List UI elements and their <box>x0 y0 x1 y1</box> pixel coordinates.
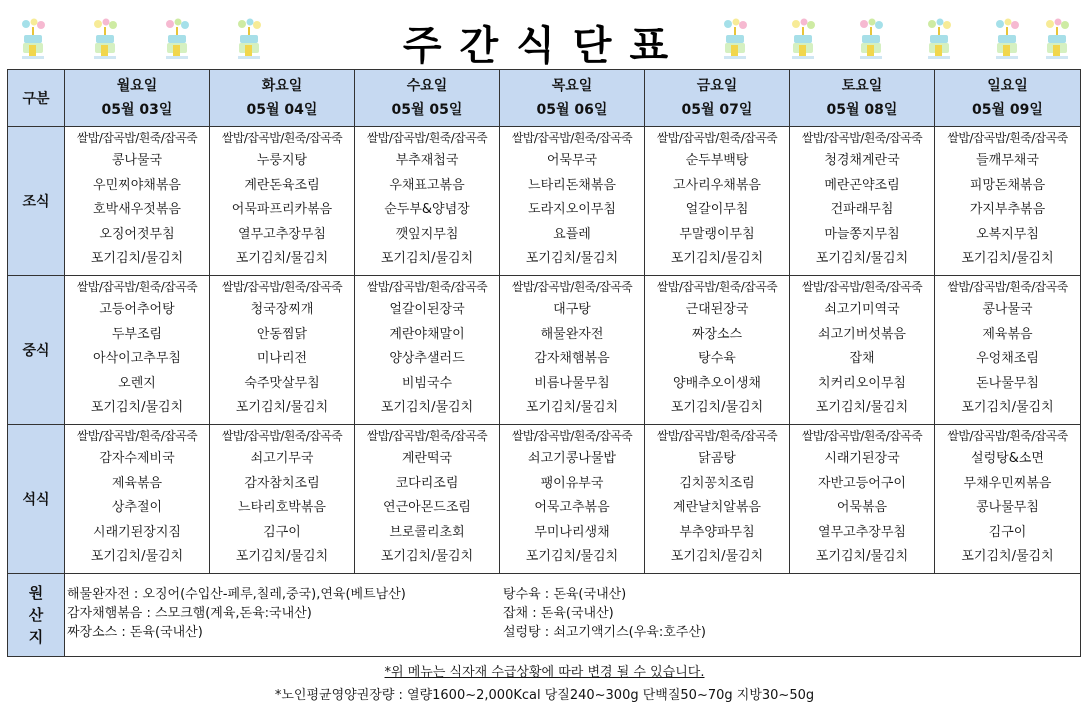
menu-item: 시래기된장국 <box>824 451 900 466</box>
menu-item: 포기김치/물김치 <box>380 549 474 564</box>
menu-cell <box>210 276 355 425</box>
nutrition-text: *노인평균영양권장량 : 열량1600~2,000Kcal 당질240~300g 단백질50~70g 지방30~50g <box>274 688 815 703</box>
menu-item: 상추절이 <box>111 500 163 515</box>
menu-item: 쌀밥/잡곡밥/흰죽/잡곡죽 <box>947 429 1068 443</box>
menu-cell <box>65 276 210 425</box>
menu-item: 쇠고기콩나물밥 <box>528 451 616 466</box>
menu-cell <box>935 127 1081 276</box>
menu-cell <box>645 425 790 574</box>
menu-item: 감자참치조림 <box>244 475 320 491</box>
menu-item: 쇠고기무국 <box>250 451 314 466</box>
menu-cell <box>935 425 1081 574</box>
origin-label: 원 산 지 <box>8 574 65 657</box>
menu-cell <box>210 127 355 276</box>
menu-item: 오복지무침 <box>976 226 1039 242</box>
menu-item: 포기김치/물김치 <box>670 549 764 564</box>
page-header <box>0 0 1089 68</box>
menu-item: 닭곰탕 <box>698 451 736 466</box>
day-date: 05월 05일 <box>391 102 463 118</box>
menu-item: 포기김치/물김치 <box>815 251 909 266</box>
menu-item: 치커리오이무침 <box>818 375 906 391</box>
menu-item: 포기김치/물김치 <box>90 549 184 564</box>
meal-label: 중식 <box>8 276 65 425</box>
notice-text: *위 메뉴는 식자재 수급상황에 따라 변경 될 수 있습니다. <box>384 665 705 680</box>
menu-item: 가지부추볶음 <box>969 202 1046 217</box>
menu-item: 어묵볶음 <box>836 500 888 515</box>
menu-cell <box>500 127 645 276</box>
menu-cell <box>355 276 500 425</box>
meal-row <box>8 127 1081 276</box>
day-date: 05월 07일 <box>681 102 753 118</box>
menu-item: 쇠고기미역국 <box>824 302 900 317</box>
menu-item: 깻잎지무침 <box>395 226 459 242</box>
menu-cell <box>790 127 935 276</box>
menu-item: 쌀밥/잡곡밥/흰죽/잡곡죽 <box>511 429 633 443</box>
menu-item: 쌀밥/잡곡밥/흰죽/잡곡죽 <box>221 280 343 294</box>
menu-item: 부추양파무침 <box>679 524 755 540</box>
menu-item: 포기김치/물김치 <box>380 400 474 415</box>
day-name: 금요일 <box>696 78 738 94</box>
menu-item: 무채우민찌볶음 <box>963 475 1052 491</box>
day-header <box>65 70 210 127</box>
menu-item: 쌀밥/잡곡밥/흰죽/잡곡죽 <box>76 280 198 294</box>
menu-item: 해물완자전 <box>540 326 604 342</box>
origin-list-right <box>503 585 706 642</box>
menu-item: 우채표고볶음 <box>389 177 465 193</box>
menu-item: 포기김치/물김치 <box>380 251 474 266</box>
menu-item: 쌀밥/잡곡밥/흰죽/잡곡죽 <box>656 131 778 145</box>
menu-item: 자반고등어구이 <box>818 475 906 491</box>
menu-item: 무미나리생채 <box>534 524 610 540</box>
menu-item: 감자채햄볶음 <box>534 351 610 366</box>
menu-item: 우엉채조림 <box>976 351 1039 366</box>
menu-item: 쌀밥/잡곡밥/흰죽/잡곡죽 <box>221 131 343 145</box>
menu-item: 포기김치/물김치 <box>525 251 619 266</box>
menu-item: 양상추샐러드 <box>389 351 465 366</box>
day-header <box>935 70 1081 127</box>
menu-item: 쌀밥/잡곡밥/흰죽/잡곡죽 <box>947 131 1068 145</box>
menu-item: 청경채계란국 <box>824 153 900 168</box>
menu-cell <box>935 276 1081 425</box>
menu-item: 오징어젓무침 <box>99 226 175 242</box>
menu-cell <box>645 127 790 276</box>
menu-item: 포기김치/물김치 <box>90 251 184 266</box>
menu-item: 고등어추어탕 <box>99 302 175 317</box>
menu-item: 돈나물무침 <box>976 375 1039 391</box>
menu-item: 시래기된장지짐 <box>93 524 181 540</box>
page-title: 주간식단표 <box>402 23 687 69</box>
menu-item: 제육볶음 <box>111 475 163 491</box>
menu-item: 피망돈채볶음 <box>969 177 1046 193</box>
menu-item: 쇠고기버섯볶음 <box>818 326 906 342</box>
menu-cell <box>790 276 935 425</box>
menu-item: 팽이유부국 <box>540 475 604 491</box>
menu-item: 고사리우채볶음 <box>673 177 761 193</box>
menu-item: 도라지오이무침 <box>528 202 616 217</box>
origin-line: 설렁탕 : 쇠고기액기스(우육:호주산) <box>503 625 706 640</box>
menu-item: 포기김치/물김치 <box>961 251 1054 266</box>
meal-row <box>8 276 1081 425</box>
menu-item: 포기김치/물김치 <box>525 549 619 564</box>
day-date: 05월 06일 <box>536 102 608 118</box>
menu-item: 쌀밥/잡곡밥/흰죽/잡곡죽 <box>511 280 633 294</box>
menu-cell <box>500 276 645 425</box>
menu-cell <box>355 127 500 276</box>
menu-item: 짜장소스 <box>691 326 743 342</box>
menu-cell <box>645 276 790 425</box>
menu-item: 쌀밥/잡곡밥/흰죽/잡곡죽 <box>366 280 488 294</box>
menu-item: 포기김치/물김치 <box>815 549 909 564</box>
day-header <box>790 70 935 127</box>
menu-item: 건파래무침 <box>830 202 894 217</box>
menu-item: 얼갈이무침 <box>685 202 749 217</box>
menu-item: 콩나물무침 <box>976 500 1039 515</box>
menu-item: 대구탕 <box>553 302 591 317</box>
menu-item: 연근아몬드조림 <box>383 500 471 515</box>
menu-item: 어묵무국 <box>546 153 598 168</box>
menu-item: 김구이 <box>263 524 301 540</box>
day-name: 수요일 <box>406 78 448 94</box>
menu-item: 포기김치/물김치 <box>961 400 1054 415</box>
origin-line: 짜장소스 : 돈육(국내산) <box>67 625 203 640</box>
day-date: 05월 09일 <box>972 102 1043 118</box>
menu-item: 제육볶음 <box>982 326 1033 342</box>
menu-item: 포기김치/물김치 <box>235 251 329 266</box>
menu-item: 쌀밥/잡곡밥/흰죽/잡곡죽 <box>366 131 488 145</box>
menu-item: 포기김치/물김치 <box>525 400 619 415</box>
menu-item: 포기김치/물김치 <box>670 400 764 415</box>
day-name: 토요일 <box>841 78 883 94</box>
menu-cell <box>210 425 355 574</box>
menu-item: 쌀밥/잡곡밥/흰죽/잡곡죽 <box>76 429 198 443</box>
menu-item: 포기김치/물김치 <box>815 400 909 415</box>
meal-row <box>8 425 1081 574</box>
menu-item: 김치꽁치조림 <box>679 475 755 491</box>
origin-line: 잡채 : 돈육(국내산) <box>503 606 614 621</box>
menu-item: 계란떡국 <box>401 451 453 466</box>
menu-item: 쌀밥/잡곡밥/흰죽/잡곡죽 <box>76 131 198 145</box>
menu-item: 메란곤약조림 <box>824 177 900 193</box>
menu-item: 쌀밥/잡곡밥/흰죽/잡곡죽 <box>947 280 1068 294</box>
menu-item: 오렌지 <box>118 375 156 391</box>
menu-item: 느타리돈채볶음 <box>528 177 616 193</box>
menu-item: 부추재첩국 <box>395 153 459 168</box>
menu-item: 열무고추장무침 <box>238 226 326 242</box>
menu-item: 코다리조림 <box>395 475 459 491</box>
origin-line: 감자채햄볶음 : 스모크햄(계육,돈육:국내산) <box>67 606 312 621</box>
menu-item: 호박새우젓볶음 <box>93 202 181 217</box>
day-name: 목요일 <box>551 78 593 94</box>
menu-item: 쌀밥/잡곡밥/흰죽/잡곡죽 <box>801 280 923 294</box>
menu-item: 쌀밥/잡곡밥/흰죽/잡곡죽 <box>656 280 778 294</box>
menu-item: 비름나물무침 <box>534 375 610 391</box>
menu-item: 콩나물국 <box>111 153 163 168</box>
menu-item: 탕수육 <box>698 351 736 366</box>
menu-item: 설렁탕&소면 <box>971 451 1044 466</box>
menu-item: 순두부백탕 <box>685 153 749 168</box>
menu-cell <box>355 425 500 574</box>
day-date: 05월 04일 <box>246 102 318 118</box>
menu-item: 쌀밥/잡곡밥/흰죽/잡곡죽 <box>366 429 488 443</box>
menu-item: 포기김치/물김치 <box>961 549 1054 564</box>
menu-item: 미나리전 <box>256 351 308 366</box>
menu-item: 쌀밥/잡곡밥/흰죽/잡곡죽 <box>656 429 778 443</box>
menu-item: 우민찌야채볶음 <box>93 177 181 193</box>
menu-cell <box>790 425 935 574</box>
menu-item: 쌀밥/잡곡밥/흰죽/잡곡죽 <box>511 131 633 145</box>
menu-item: 계란날치알볶음 <box>673 500 761 515</box>
origin-line: 탕수육 : 돈육(국내산) <box>503 587 627 602</box>
menu-item: 어묵고추볶음 <box>534 500 610 515</box>
menu-item: 청국장찌개 <box>250 302 314 317</box>
day-header <box>500 70 645 127</box>
day-date: 05월 08일 <box>826 102 898 118</box>
menu-item: 양배추오이생채 <box>673 375 761 391</box>
menu-item: 안동찜닭 <box>256 326 308 342</box>
menu-item: 마늘쫑지무침 <box>824 226 900 242</box>
menu-item: 무말랭이무침 <box>679 226 755 242</box>
menu-item: 콩나물국 <box>982 302 1033 317</box>
day-name: 월요일 <box>116 78 158 94</box>
menu-item: 잡채 <box>849 351 875 366</box>
menu-item: 비빔국수 <box>401 375 453 391</box>
meal-label: 조식 <box>8 127 65 276</box>
menu-cell <box>65 425 210 574</box>
menu-item: 김구이 <box>988 524 1027 540</box>
menu-item: 쌀밥/잡곡밥/흰죽/잡곡죽 <box>801 131 923 145</box>
menu-item: 포기김치/물김치 <box>235 549 329 564</box>
day-header <box>645 70 790 127</box>
menu-item: 들깨무채국 <box>976 153 1039 168</box>
origin-line: 해물완자전 : 오징어(수입산-페루,칠레,중국),연육(베트남산) <box>67 587 406 602</box>
menu-item: 포기김치/물김치 <box>670 251 764 266</box>
meal-label: 석식 <box>8 425 65 574</box>
corner-label: 구분 <box>8 70 65 127</box>
menu-item: 어묵파프리카볶음 <box>231 202 333 217</box>
menu-item: 브로콜리초회 <box>389 524 465 540</box>
menu-item: 포기김치/물김치 <box>235 400 329 415</box>
menu-item: 계란야채말이 <box>389 326 465 342</box>
day-name: 일요일 <box>987 78 1028 94</box>
menu-cell <box>65 127 210 276</box>
day-header <box>355 70 500 127</box>
menu-cell <box>500 425 645 574</box>
origin-list-left <box>67 585 406 642</box>
menu-item: 요플레 <box>553 226 591 242</box>
weekly-menu-table <box>7 69 1081 657</box>
day-name: 화요일 <box>261 78 303 94</box>
menu-item: 감자수제비국 <box>99 451 175 466</box>
menu-item: 계란돈육조림 <box>244 177 320 193</box>
menu-item: 얼갈이된장국 <box>389 302 465 317</box>
menu-item: 포기김치/물김치 <box>90 400 184 415</box>
menu-item: 순두부&양념장 <box>384 202 470 217</box>
menu-item: 누룽지탕 <box>256 153 308 168</box>
menu-item: 쌀밥/잡곡밥/흰죽/잡곡죽 <box>801 429 923 443</box>
menu-item: 두부조림 <box>111 326 163 342</box>
day-date: 05월 03일 <box>101 102 173 118</box>
menu-item: 숙주맛살무침 <box>244 375 320 391</box>
menu-item: 열무고추장무침 <box>818 524 906 540</box>
menu-item: 느타리호박볶음 <box>238 500 326 515</box>
origin-info <box>65 574 1081 657</box>
day-header <box>210 70 355 127</box>
menu-item: 아삭이고추무침 <box>93 351 181 366</box>
menu-item: 근대된장국 <box>685 302 749 317</box>
menu-item: 쌀밥/잡곡밥/흰죽/잡곡죽 <box>221 429 343 443</box>
